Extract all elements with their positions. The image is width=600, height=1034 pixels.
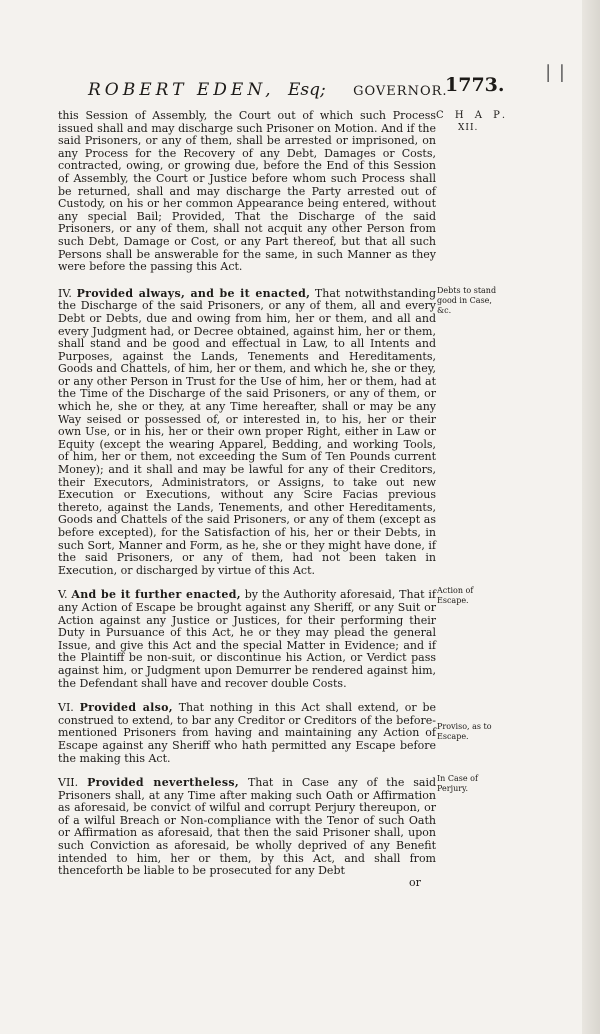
- section-lead: And be it further enacted,: [71, 588, 241, 602]
- section-lead: Provided always, and be it enacted,: [76, 286, 311, 300]
- section-number: V.: [58, 588, 68, 602]
- running-head: [88, 80, 448, 100]
- paragraph-text: That nothing in this Act shall extend, or be construed to extend, to bar any Creditor or Creditors of the before-mentioned Prisoners from having and maintaining any Action of Escape against any Sheriff who hath permitted any Escape before the making this Act.: [58, 701, 436, 765]
- running-title: ROBERT EDEN,: [88, 80, 275, 100]
- chap-text: C H A P.: [436, 110, 510, 121]
- margin-note-perjury: In Case of Perjury.: [437, 774, 478, 793]
- paragraph-text: by the Authority aforesaid, That if any Action of Escape be brought against any Sheriff, or any Suit or Action against any Justice or Justices, for their performing their Duty in Pursuance of this Act, he or they may plead the general Issue, and give this Act and the special Matter in Evidence; and if the Plaintiff be non-suit, or discontinue his Action, or Verdict pass against him, or Judgment upon Demurrer be rendered against him, the Defendant shall have and recover double Costs.: [58, 588, 436, 690]
- paragraph-iv: [58, 288, 436, 578]
- esq: Esq;: [287, 80, 326, 100]
- paragraph-vii: [58, 777, 436, 878]
- edge-marks: | |: [545, 62, 566, 83]
- page-edge: [582, 0, 600, 1034]
- chap-number: XII.: [458, 123, 479, 133]
- section-lead: Provided also,: [79, 701, 173, 715]
- margin-note-proviso: Proviso, as to Escape.: [437, 722, 492, 741]
- year: 1773.: [445, 74, 505, 96]
- catchword: or: [409, 876, 421, 889]
- section-number: VI.: [58, 701, 74, 715]
- margin-note-escape: Action of Escape.: [437, 586, 474, 605]
- body-text: [58, 110, 436, 878]
- paragraph-text: That notwithstanding the Discharge of the said Prisoners, or any of them, all and every Debt or Debts, due and owing from him, her or them, and all and every Judgment had, or Decree obtained, against him, her or them, shall stand and be good and effectual in Law, to all Intents and Purposes, against the Lands, Tenements and Hereditaments, Goods and Chattels, of him, her or them, and which he, she or they, or any other Person in Trust for the Use of him, her or them, had at the Time of the Discharge of the said Prisoners, or any of them, or which he, she or they, at any Time hereafter, shall or may be any Way seised or possessed of, or interested in, to his, her or their own Use, or in his, her or their own proper Right, either in Law or Equity (except the wearing Apparel, Bedding, and working Tools, of him, her or them, not exceeding the Sum of Ten Pounds current Money); and it shall and may be lawful for any of their Creditors, their Executors, Administrators, or Assigns, to take out new Execution or Executions, without any Scire Facias previous thereto, against the Lands, Tenements, and other Hereditaments, Goods and Chattels of the said Prisoners, or any of them (except as before excepted), for the Satisfaction of his, her or their Debts, in such Sort, Manner and Form, as he, she or they might have done, if the said Prisoners, or any of them, had not been taken in Execution, or discharged by virtue of this Act.: [58, 286, 436, 577]
- margin-note-debts: Debts to stand good in Case, &c.: [437, 286, 497, 315]
- paragraph-text: this Session of Assembly, the Court out of which such Process issued shall and may discharge such Prisoner on Motion. And if the said Prisoners, or any of them, shall be arrested or imprisoned, on any Process for the Recovery of any Debt, Damages or Costs, contracted, owing, or growing due, before the End of this Session of Assembly, the Court or Justice before whom such Process shall be returned, shall and may discharge the Party arrested out of Custody, on his or her common Appearance being entered, without any special Bail; Provided, That the Discharge of the said Prisoners, or any of them, shall not acquit any other Person from such Debt, Damage or Cost, or any Part thereof, but that all such Persons shall be answerable for the same, in such Manner as they were before the passing this Act.: [58, 109, 436, 274]
- running-header: [88, 74, 505, 108]
- section-lead: Provided nevertheless,: [87, 776, 239, 790]
- chapter-label: [436, 110, 509, 134]
- paragraph-vi: [58, 702, 436, 765]
- section-number: VII.: [58, 776, 79, 790]
- paragraph-text: That in Case any of the said Prisoners shall, at any Time after making such Oath or Affirmation as aforesaid, be convict of wilful and corrupt Perjury thereupon, or of a wilful Breach or Non-compliance with the Tenor of such Oath or Affirmation as aforesaid, that then the said Prisoner shall, upon such Conviction as aforesaid, be wholly deprived of any Benefit intended to him, her or them, by this Act, and shall from thenceforth be liable to be prosecuted for any Debt: [58, 776, 437, 878]
- section-number: IV.: [58, 286, 72, 300]
- paragraph-v: [58, 589, 436, 690]
- office: GOVERNOR.: [353, 84, 448, 99]
- paragraph: [58, 110, 436, 274]
